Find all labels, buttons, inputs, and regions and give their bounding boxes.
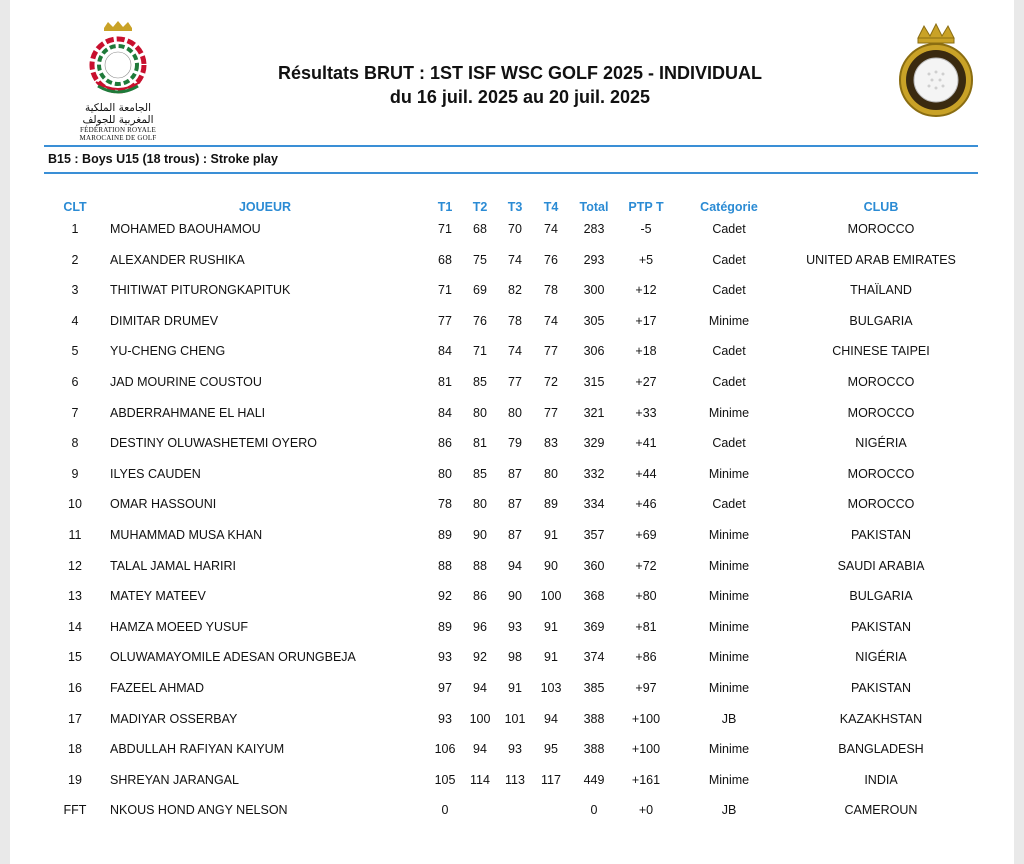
rank-cell: 7 [71,405,79,420]
par-total-cell: +46 [635,497,657,512]
round2-cell: 90 [473,527,487,542]
table-header-row [10,198,1014,220]
total-cell: 0 [590,803,598,818]
club-cell: NIGÉRIA [855,650,907,665]
round4-cell: 91 [544,619,558,634]
category-cell: Minime [708,772,750,787]
round4-cell: 83 [544,436,558,451]
round3-cell: 94 [508,558,522,573]
round1-cell: 78 [438,497,452,512]
table-row [10,495,1014,526]
player-name-cell: MATEY MATEEV [110,589,206,604]
player-name-cell: DESTINY OLUWASHETEMI OYERO [110,436,317,451]
divider-bottom [44,172,978,174]
total-cell: 388 [583,742,605,757]
round2-cell: 86 [473,589,487,604]
frmg-french-line1: FÉDÉRATION ROYALE [80,126,156,134]
round2-cell: 80 [473,405,487,420]
round1-cell: 71 [438,283,452,298]
table-row [10,618,1014,649]
par-total-cell: +161 [631,772,661,787]
table-row [10,526,1014,557]
rank-cell: 14 [68,619,82,634]
round1-cell: 93 [438,711,452,726]
round1-cell: 71 [438,222,452,236]
rank-cell: 13 [68,589,82,604]
category-cell: Minime [708,589,750,604]
round3-cell: 98 [508,650,522,665]
round1-cell: 68 [438,252,452,267]
column-header-t1: T1 [437,200,453,214]
table-row [10,281,1014,312]
rank-cell: 15 [68,650,82,665]
rank-cell: 6 [71,374,79,389]
club-cell: UNITED ARAB EMIRATES [806,252,956,267]
player-name-cell: TALAL JAMAL HARIRI [110,558,236,573]
table-row [10,373,1014,404]
rank-cell: 4 [71,313,79,328]
round4-cell: 100 [540,589,562,604]
total-cell: 334 [583,497,605,512]
par-total-cell: +5 [638,252,654,267]
results-page [10,0,1014,864]
category-cell: JB [721,711,737,726]
round2-cell: 80 [473,497,487,512]
round4-cell: 89 [544,497,558,512]
par-total-cell: +81 [635,619,657,634]
round4-cell: 91 [544,527,558,542]
round4-cell: 74 [544,222,558,236]
column-header-clt: CLT [63,200,87,214]
round2-cell: 81 [473,436,487,451]
category-cell: Cadet [712,344,746,359]
column-header-total: Total [579,200,609,214]
par-total-cell: +0 [638,803,654,818]
total-cell: 385 [583,680,605,695]
round2-cell: 94 [473,680,487,695]
divider-top [44,145,978,147]
total-cell: 368 [583,589,605,604]
club-cell: KAZAKHSTAN [839,711,923,726]
category-cell: Minime [708,558,750,573]
round3-cell: 82 [508,283,522,298]
rank-cell: 16 [68,680,82,695]
round1-cell: 93 [438,650,452,665]
round2-cell: 92 [473,650,487,665]
table-row [10,740,1014,771]
club-cell: PAKISTAN [851,619,911,634]
table-row [10,251,1014,282]
round1-cell: 84 [438,405,452,420]
round3-cell: 93 [508,619,522,634]
total-cell: 357 [583,527,605,542]
frmg-arabic-line1: الجامعة الملكية [84,102,151,114]
table-row [10,465,1014,496]
round3-cell: 87 [508,466,522,481]
total-cell: 449 [583,772,605,787]
round3-cell: 77 [508,374,522,389]
round1-cell: 86 [438,436,452,451]
club-cell: MOROCCO [847,497,915,512]
rank-cell: 9 [71,466,79,481]
club-cell: MOROCCO [847,374,915,389]
par-total-cell: +100 [631,742,661,757]
category-cell: Cadet [712,222,746,236]
rank-cell: 17 [68,711,82,726]
category-cell: Minime [708,742,750,757]
category-cell: Minime [708,619,750,634]
par-total-cell: +41 [635,436,657,451]
player-name-cell: HAMZA MOEED YUSUF [110,619,248,634]
frmg-french-line2: MAROCAINE DE GOLF [79,134,157,142]
round4-cell: 103 [540,680,562,695]
club-cell: PAKISTAN [851,527,911,542]
player-name-cell: FAZEEL AHMAD [110,680,205,695]
rank-cell: 2 [71,252,79,267]
rank-cell: 19 [68,772,82,787]
par-total-cell: +27 [635,374,657,389]
round2-cell: 85 [473,466,487,481]
round1-cell: 106 [434,742,456,757]
club-cell: MOROCCO [847,466,915,481]
round3-cell: 74 [508,344,522,359]
round2-cell: 71 [473,344,487,359]
table-row [10,404,1014,435]
round2-cell: 88 [473,558,487,573]
category-cell: Cadet [712,497,746,512]
table-row [10,710,1014,741]
player-name-cell: MADIYAR OSSERBAY [110,711,238,726]
round2-cell: 96 [473,619,487,634]
par-total-cell: +72 [635,558,657,573]
table-row [10,648,1014,679]
par-total-cell: +86 [635,650,657,665]
round4-cell: 77 [544,344,558,359]
round3-cell: 70 [508,222,522,236]
round2-cell: 85 [473,374,487,389]
column-header-categorie: Catégorie [700,200,758,214]
player-name-cell: NKOUS HOND ANGY NELSON [110,803,288,818]
par-total-cell: +97 [635,680,657,695]
par-total-cell: +100 [631,711,661,726]
round1-cell: 105 [434,772,456,787]
total-cell: 300 [583,283,605,298]
table-row [10,771,1014,802]
round1-cell: 80 [438,466,452,481]
player-name-cell: DIMITAR DRUMEV [110,313,219,328]
table-body [10,220,1014,832]
round2-cell: 68 [473,222,487,236]
category-cell: Minime [708,466,750,481]
round2-cell: 100 [469,711,491,726]
table-row [10,587,1014,618]
round1-cell: 84 [438,344,452,359]
total-cell: 283 [583,222,605,236]
round4-cell: 90 [544,558,558,573]
round3-cell: 90 [508,589,522,604]
round2-cell: 69 [473,283,487,298]
round1-cell: 97 [438,680,452,695]
page-subtitle-dates: du 16 juil. 2025 au 20 juil. 2025 [389,87,651,107]
results-table [10,198,1014,832]
par-total-cell: +80 [635,589,657,604]
club-cell: NIGÉRIA [855,436,907,451]
rank-cell: 11 [68,527,82,542]
table-row [10,801,1014,832]
round3-cell: 79 [508,436,522,451]
player-name-cell: SHREYAN JARANGAL [110,772,239,787]
category-cell: Minime [708,680,750,695]
club-cell: BANGLADESH [838,742,924,757]
par-total-cell: +44 [635,466,657,481]
round3-cell: 93 [508,742,522,757]
total-cell: 306 [583,344,605,359]
round2-cell: 76 [473,313,487,328]
category-cell: Minime [708,405,750,420]
club-cell: PAKISTAN [851,680,911,695]
category-cell: Minime [708,313,750,328]
round1-cell: 81 [438,374,452,389]
total-cell: 369 [583,619,605,634]
round3-cell: 101 [504,711,526,726]
column-header-t2: T2 [472,200,488,214]
club-cell: CHINESE TAIPEI [832,344,930,359]
par-total-cell: +12 [635,283,657,298]
round3-cell: 74 [508,252,522,267]
rank-cell: FFT [63,803,87,818]
category-cell: Cadet [712,252,746,267]
player-name-cell: MUHAMMAD MUSA KHAN [110,527,263,542]
total-cell: 315 [583,374,605,389]
round2-cell: 94 [473,742,487,757]
club-cell: INDIA [864,772,898,787]
round4-cell: 72 [544,374,558,389]
round4-cell: 77 [544,405,558,420]
round3-cell: 113 [505,772,525,787]
round3-cell: 91 [508,680,522,695]
club-cell: BULGARIA [849,589,913,604]
category-cell: Cadet [712,374,746,389]
round4-cell: 80 [544,466,558,481]
category-heading: B15 : Boys U15 (18 trous) : Stroke play [48,152,278,166]
par-total-cell: +18 [635,344,657,359]
player-name-cell: ABDERRAHMANE EL HALI [110,405,266,420]
player-name-cell: MOHAMED BAOUHAMOU [110,222,261,236]
club-cell: THAÏLAND [850,283,912,298]
rank-cell: 18 [68,742,82,757]
page-title: Résultats BRUT : 1ST ISF WSC GOLF 2025 - INDIVIDUAL [277,63,763,83]
round1-cell: 0 [441,803,449,818]
par-total-cell: -5 [640,222,652,236]
rank-cell: 1 [71,222,79,236]
table-row [10,220,1014,251]
table-row [10,557,1014,588]
round4-cell: 94 [544,711,558,726]
total-cell: 321 [583,405,605,420]
rank-cell: 12 [68,558,82,573]
round3-cell: 87 [508,497,522,512]
round4-cell: 91 [544,650,558,665]
round3-cell: 80 [508,405,522,420]
round1-cell: 77 [438,313,452,328]
total-cell: 332 [583,466,605,481]
rank-cell: 10 [68,497,82,512]
category-cell: JB [721,803,737,818]
round4-cell: 117 [541,772,561,787]
table-row [10,434,1014,465]
category-cell: Minime [708,527,750,542]
column-header-joueur: JOUEUR [238,200,292,214]
player-name-cell: ABDULLAH RAFIYAN KAIYUM [110,742,285,757]
round1-cell: 88 [438,558,452,573]
round3-cell: 78 [508,313,522,328]
total-cell: 293 [583,252,605,267]
rank-cell: 8 [71,436,79,451]
round2-cell: 114 [470,772,490,787]
round4-cell: 74 [544,313,558,328]
round2-cell: 75 [473,252,487,267]
player-name-cell: THITIWAT PITURONGKAPITUK [110,283,291,298]
club-cell: SAUDI ARABIA [837,558,925,573]
round4-cell: 78 [544,283,558,298]
player-name-cell: ALEXANDER RUSHIKA [110,252,245,267]
rank-cell: 3 [71,283,79,298]
par-total-cell: +69 [635,527,657,542]
table-row [10,342,1014,373]
category-cell: Minime [708,650,750,665]
player-name-cell: ILYES CAUDEN [110,466,201,481]
total-cell: 374 [583,650,605,665]
club-cell: MOROCCO [847,405,915,420]
club-cell: CAMEROUN [844,803,918,818]
club-cell: MOROCCO [847,222,915,236]
player-name-cell: JAD MOURINE COUSTOU [110,374,262,389]
total-cell: 360 [583,558,605,573]
category-cell: Cadet [712,283,746,298]
rank-cell: 5 [71,344,79,359]
column-header-t3: T3 [507,200,523,214]
total-cell: 388 [583,711,605,726]
round1-cell: 89 [438,527,452,542]
column-header-ptp: PTP T [628,200,664,214]
round1-cell: 92 [438,589,452,604]
player-name-cell: OMAR HASSOUNI [110,497,217,512]
round4-cell: 76 [544,252,558,267]
column-header-club: CLUB [863,200,899,214]
round3-cell: 87 [508,527,522,542]
player-name-cell: OLUWAMAYOMILE ADESAN ORUNGBEJA [110,650,356,665]
round1-cell: 89 [438,619,452,634]
par-total-cell: +33 [635,405,657,420]
club-cell: BULGARIA [849,313,913,328]
column-header-t4: T4 [543,200,559,214]
total-cell: 329 [583,436,605,451]
round4-cell: 95 [544,742,558,757]
category-cell: Cadet [712,436,746,451]
par-total-cell: +17 [635,313,657,328]
frmg-arabic-line2: المغربية للجولف [82,114,154,126]
total-cell: 305 [583,313,605,328]
player-name-cell: YU-CHENG CHENG [110,344,226,359]
table-row [10,312,1014,343]
table-row [10,679,1014,710]
